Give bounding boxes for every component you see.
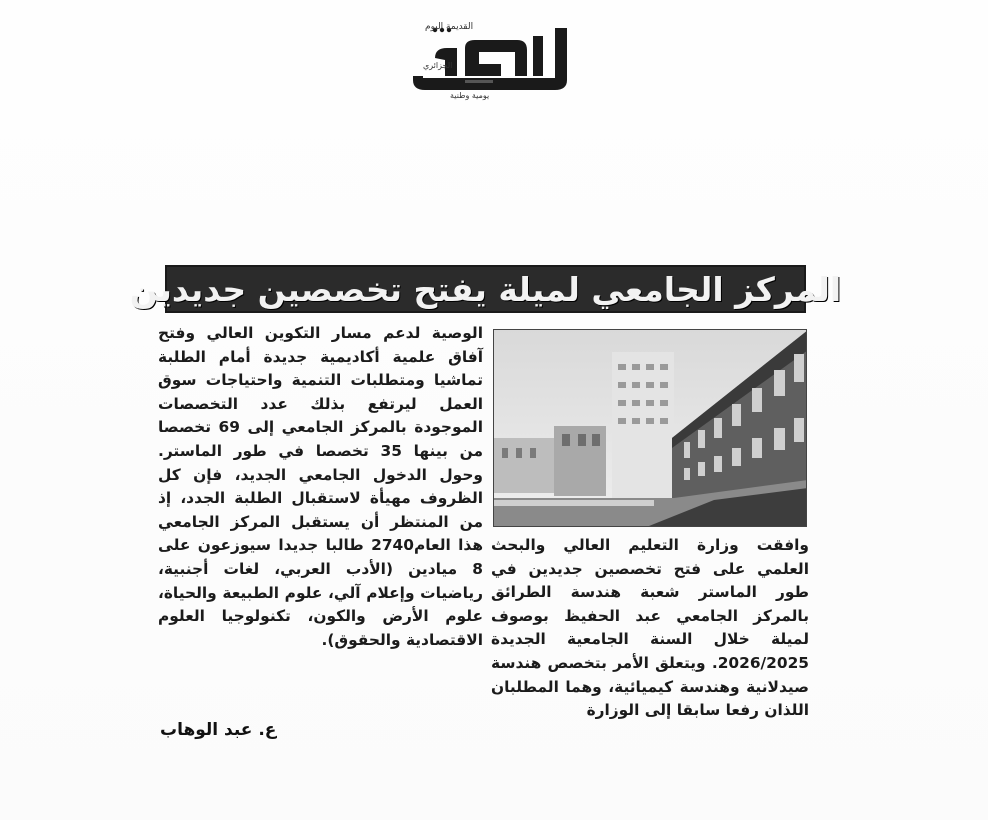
author-signature: ع. عبد الوهاب [160,720,277,740]
right-column-text: وافقت وزارة التعليم العالي والبحث العلمي على فتح تخصصين جديدين في طور الماستر شعبة هندسة الطرائق بالمركز الجامعي عبد الحفيظ بوصوف لميلة خلال السنة الجامعية الجديدة 2026/2025. ويتعلق الأمر بتخصص هندسة صيدلانية وهندسة كيميائية، وهما المطلبان اللذان رفعا سابقا إلى الوزارة [491,536,809,720]
article-left-column [158,322,483,652]
logo-tagline-mid: الجزائري [423,61,453,70]
article-right-column [491,534,809,723]
photo-illustration [494,330,807,527]
logo-tagline-bottom: يومية وطنية [450,91,490,100]
logo-tagline-top: القديمة اليوم [425,22,474,32]
university-building-photo [493,329,807,527]
article-headline [129,265,842,313]
headline-text: المركز الجامعي لميلة يفتح تخصصين جديدين [129,269,842,309]
left-column-text: الوصية لدعم مسار التكوين العالي وفتح آفاق علمية أكاديمية جديدة أمام الطلبة تماشيا ومتطلبات التنمية واحتياجات سوق العمل ليرتفع بذلك عدد التخصصات الموجودة بالمركز الجامعي إلى 69 تخصصا من بينها 35 تخصصا في طور الماستر. وحول الدخول الجامعي الجديد، فإن كل الظروف مهيأة لاستقبال الطلبة الجدد، إذ من المنتظر أن يستقبل المركز الجامعي هذا العام2740 طالبا جديدا سيوزعون على 8 ميادين (الأدب العربي، لغات أجنبية، رياضيات وإعلام آلي، علوم الطبيعة والحياة، علوم الأرض والكون، تكنولوجيا العلوم الاقتصادية والحقوق). [158,324,483,649]
newspaper-logo [405,18,575,113]
